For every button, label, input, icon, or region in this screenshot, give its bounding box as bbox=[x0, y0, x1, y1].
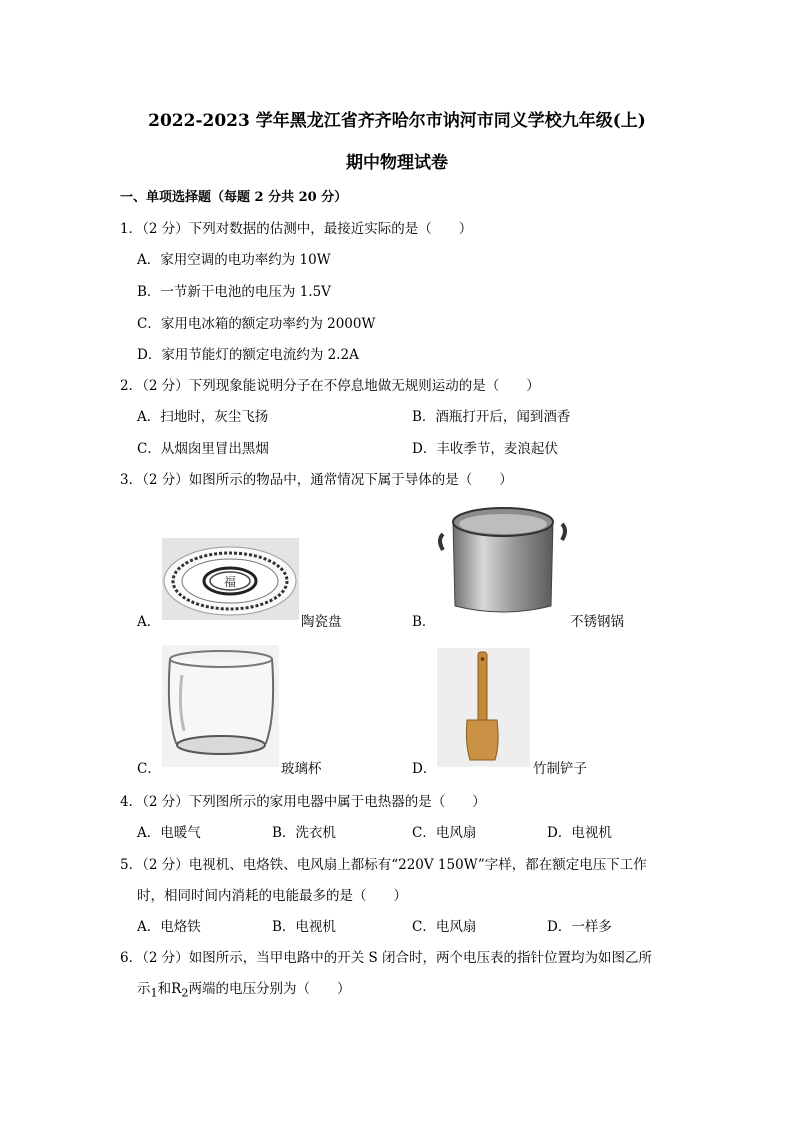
ceramic-plate-image bbox=[162, 538, 299, 620]
bamboo-spatula-image bbox=[437, 648, 530, 767]
question-4-stem: 4．（2 分）下列图所示的家用电器中属于电热器的是（ ） bbox=[120, 794, 486, 810]
question-2-option-a: A．扫地时，灰尘飞扬 bbox=[137, 409, 269, 425]
question-3-option-b-caption: 不锈钢锅 bbox=[570, 614, 624, 630]
question-1-option-b: B．一节新干电池的电压为 1.5V bbox=[137, 284, 331, 300]
q6-sub-2: 2 bbox=[181, 986, 189, 1000]
question-1-option-c: C．家用电冰箱的额定功率约为 2000W bbox=[137, 316, 376, 332]
glass-cup-image bbox=[162, 645, 279, 767]
stainless-pot-image bbox=[437, 500, 568, 620]
question-1-stem: 1．（2 分）下列对数据的估测中，最接近实际的是（ ） bbox=[120, 221, 473, 237]
question-3-option-b-letter: B． bbox=[412, 614, 436, 630]
question-6-stem-line1: 6．（2 分）如图所示，当甲电路中的开关 S 闭合时，两个电压表的指针位置均为如图乙所 bbox=[120, 950, 653, 966]
question-4-option-c: C．电风扇 bbox=[412, 825, 477, 841]
question-1-option-d: D．家用节能灯的额定电流约为 2.2A bbox=[137, 347, 359, 363]
question-3-option-a-caption: 陶瓷盘 bbox=[301, 614, 342, 630]
question-5-option-a: A．电烙铁 bbox=[137, 919, 201, 935]
question-2-option-b: B．酒瓶打开后，闻到酒香 bbox=[412, 409, 571, 425]
question-4-option-d: D．电视机 bbox=[547, 825, 612, 841]
question-5-option-c: C．电风扇 bbox=[412, 919, 477, 935]
question-3-stem: 3．（2 分）如图所示的物品中，通常情况下属于导体的是（ ） bbox=[120, 472, 513, 488]
exam-title-line2: 期中物理试卷 bbox=[346, 153, 448, 173]
question-1-option-a: A．家用空调的电功率约为 10W bbox=[137, 252, 331, 268]
q6-text-mid: 和R bbox=[157, 981, 182, 997]
question-5-stem-line2: 时，相同时间内消耗的电能最多的是（ ） bbox=[137, 888, 407, 904]
question-4-option-b: B．洗衣机 bbox=[272, 825, 336, 841]
q6-sub-1: 1 bbox=[150, 986, 158, 1000]
question-4-option-a: A．电暖气 bbox=[137, 825, 201, 841]
question-2-stem: 2．（2 分）下列现象能说明分子在不停息地做无规则运动的是（ ） bbox=[120, 378, 540, 394]
question-5-stem-line1: 5．（2 分）电视机、电烙铁、电风扇上都标有“220V 150W”字样，都在额定电压下工作 bbox=[120, 857, 647, 873]
question-3-option-c-caption: 玻璃杯 bbox=[281, 761, 322, 777]
q6-text-pre: 示 bbox=[137, 981, 151, 997]
svg-text:福: 福 bbox=[223, 575, 237, 589]
exam-title-line1: 2022-2023 学年黑龙江省齐齐哈尔市讷河市同义学校九年级(上) bbox=[148, 111, 646, 131]
question-6-stem-line2 bbox=[137, 977, 351, 1000]
question-3-option-d-letter: D． bbox=[412, 761, 437, 777]
question-3-option-c-letter: C． bbox=[137, 761, 161, 777]
q6-text-post: 两端的电压分别为（ ） bbox=[188, 981, 351, 997]
question-5-option-b: B．电视机 bbox=[272, 919, 336, 935]
question-2-option-c: C．从烟囱里冒出黑烟 bbox=[137, 441, 269, 457]
question-5-option-d: D．一样多 bbox=[547, 919, 612, 935]
question-3-option-d-caption: 竹制铲子 bbox=[533, 761, 587, 777]
question-2-option-d: D．丰收季节，麦浪起伏 bbox=[412, 441, 558, 457]
question-3-option-a-letter: A． bbox=[137, 614, 161, 630]
section-heading: 一、单项选择题（每题 2 分共 20 分） bbox=[120, 190, 348, 205]
